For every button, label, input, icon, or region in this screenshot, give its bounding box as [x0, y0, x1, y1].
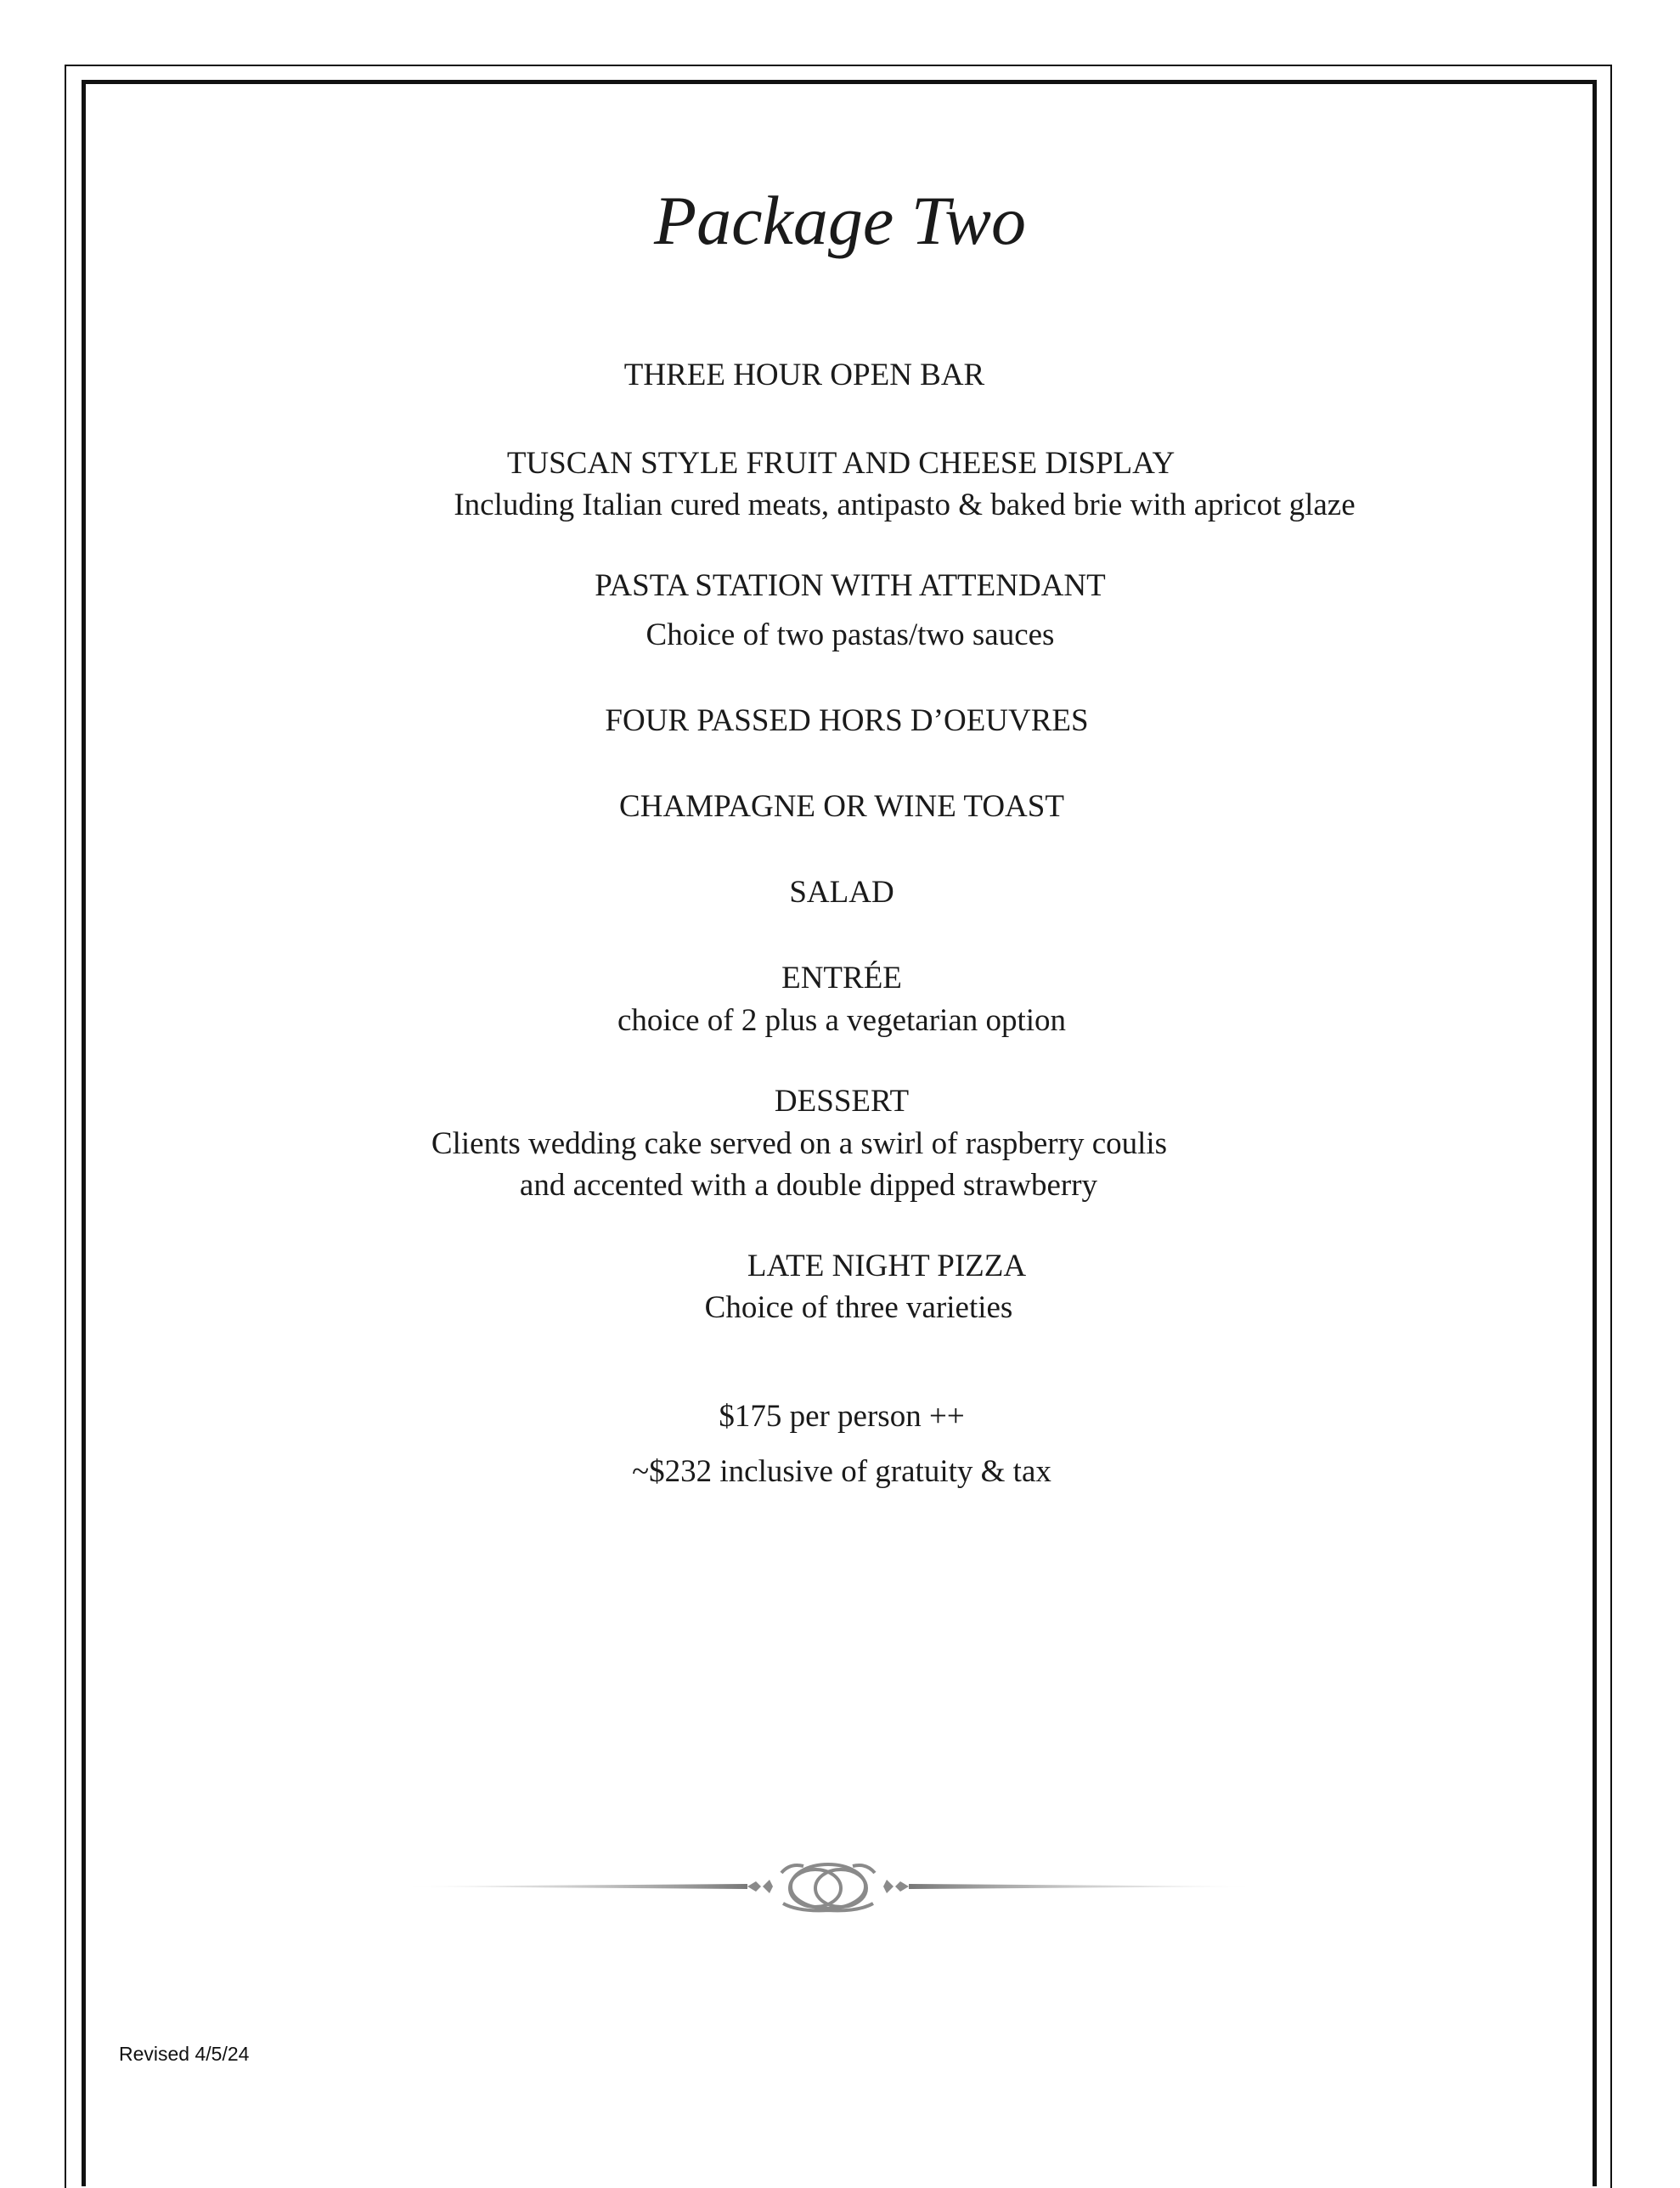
dessert-description-2: and accented with a double dipped strawberry — [519, 1168, 1098, 1203]
pizza-heading: LATE NIGHT PIZZA — [747, 1249, 1027, 1283]
pasta-description: Choice of two pastas/two sauces — [646, 617, 1055, 652]
revision-note: Revised 4/5/24 — [119, 2043, 250, 2065]
dessert-heading: DESSERT — [774, 1084, 910, 1119]
salad-item: SALAD — [789, 875, 894, 910]
pasta-heading: PASTA STATION WITH ATTENDANT — [595, 568, 1106, 603]
tuscan-description: Including Italian cured meats, antipasto & baked brie with apricot glaze — [454, 488, 1356, 522]
page-title: Package Two — [654, 182, 1026, 259]
entree-heading: ENTRÉE — [781, 961, 902, 995]
hors-doeuvres-item: FOUR PASSED HORS D’OEUVRES — [605, 703, 1089, 738]
tuscan-heading: TUSCAN STYLE FRUIT AND CHEESE DISPLAY — [506, 446, 1175, 481]
dessert-description-1: Clients wedding cake served on a swirl of raspberry coulis — [431, 1126, 1168, 1161]
price-per-person: $175 per person ++ — [719, 1399, 965, 1434]
price-inclusive: ~$232 inclusive of gratuity & tax — [632, 1454, 1051, 1489]
flourish-divider-icon — [399, 1856, 1257, 1915]
entree-description: choice of 2 plus a vegetarian option — [617, 1003, 1067, 1038]
open-bar-item: THREE HOUR OPEN BAR — [623, 358, 985, 392]
toast-item: CHAMPAGNE OR WINE TOAST — [619, 789, 1064, 824]
pizza-description: Choice of three varieties — [704, 1290, 1013, 1325]
